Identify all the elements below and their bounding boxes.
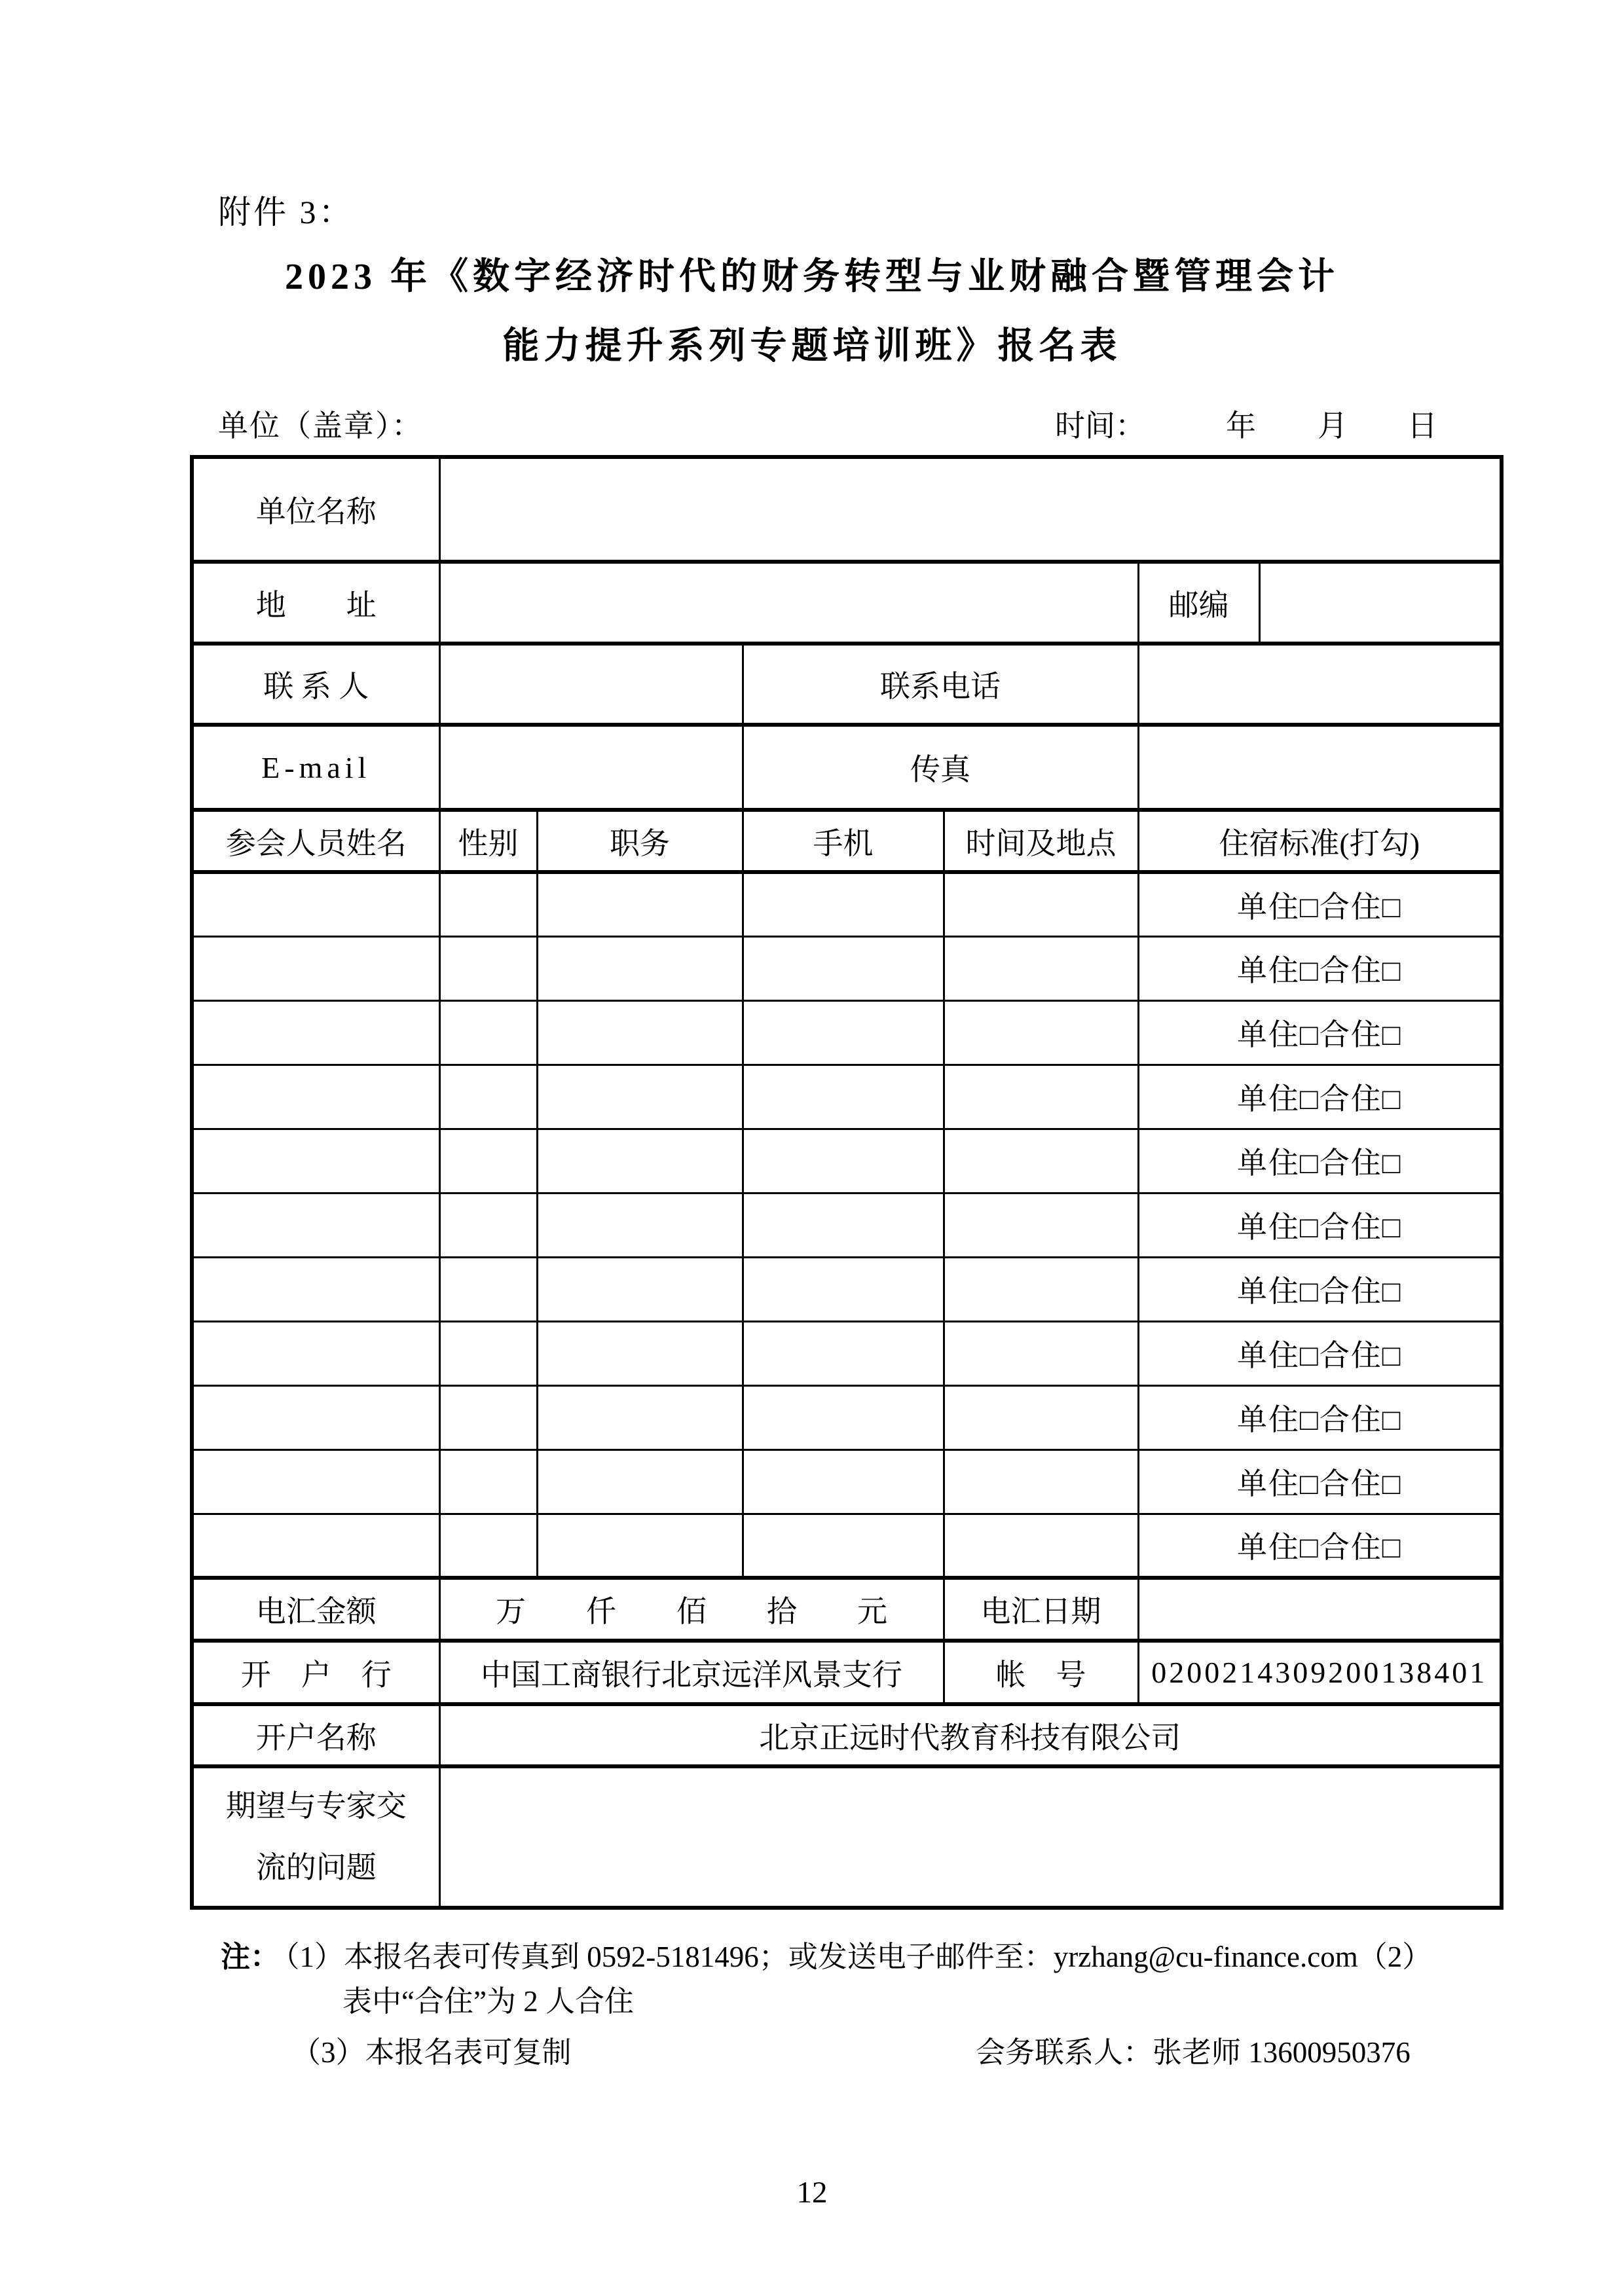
lodging-options: 单住□合住□ xyxy=(1138,1065,1502,1129)
remit-date-input-cell xyxy=(1138,1578,1502,1641)
header-time-place: 时间及地点 xyxy=(944,810,1138,872)
lodging-options: 单住□合住□ xyxy=(1138,1129,1502,1193)
bank-label: 开 户 行 xyxy=(192,1641,439,1704)
row-expectation xyxy=(192,1766,1502,1908)
participant-row-1 xyxy=(192,872,1502,936)
fax-input-cell xyxy=(1138,725,1502,810)
row-email xyxy=(192,725,1502,810)
month-label: 月 xyxy=(1318,409,1348,443)
account-name-value: 北京正远时代教育科技有限公司 xyxy=(439,1704,1502,1766)
address-label: 地 址 xyxy=(192,562,439,644)
row-bank xyxy=(192,1641,1502,1704)
account-label: 帐 号 xyxy=(944,1641,1138,1704)
lodging-options: 单住□合住□ xyxy=(1138,1193,1502,1257)
lodging-options: 单住□合住□ xyxy=(1138,872,1502,936)
row-contact xyxy=(192,644,1502,725)
participant-row-5 xyxy=(192,1129,1502,1193)
fax-label: 传真 xyxy=(743,725,1138,810)
lodging-options: 单住□合住□ xyxy=(1138,1257,1502,1321)
lodging-options: 单住□合住□ xyxy=(1138,1514,1502,1578)
email-input-cell xyxy=(439,725,743,810)
address-input-cell xyxy=(439,562,1138,644)
lodging-options: 单住□合住□ xyxy=(1138,1385,1502,1449)
expectation-input-cell xyxy=(439,1766,1502,1908)
page-number: 12 xyxy=(796,2176,828,2210)
email-label: E-mail xyxy=(192,725,439,810)
unit-name-input-cell xyxy=(439,457,1502,562)
expectation-label-line1: 期望与专家交 xyxy=(225,1789,407,1823)
remit-date-label: 电汇日期 xyxy=(944,1578,1138,1641)
participant-row-9 xyxy=(192,1385,1502,1449)
unit-name-label: 单位名称 xyxy=(192,457,439,562)
bank-name-value: 中国工商银行北京远洋风景支行 xyxy=(439,1641,944,1704)
time-label: 时间： xyxy=(1055,409,1145,443)
participant-header-row xyxy=(192,810,1502,872)
account-name-label: 开户名称 xyxy=(192,1704,439,1766)
unit-seal-label: 单位（盖章）： xyxy=(218,409,423,443)
contact-label: 联 系 人 xyxy=(192,644,439,725)
header-position: 职务 xyxy=(537,810,743,872)
row-address xyxy=(192,562,1502,644)
note-line-1 xyxy=(221,1933,1431,1975)
header-gender: 性别 xyxy=(439,810,537,872)
participant-row-8 xyxy=(192,1321,1502,1385)
header-lodging: 住宿标准(打勾) xyxy=(1138,810,1502,872)
note-line-3: （3）本报名表可复制 xyxy=(291,2036,572,2069)
note-1-text: （1）本报名表可传真到 0592-5181496；或发送电子邮件至：yrzhang@cu-finance.com（2） xyxy=(285,1941,1432,1973)
year-label: 年 xyxy=(1226,409,1256,443)
registration-table xyxy=(190,455,1504,1910)
note-line-2: 表中“合住”为 2 人合住 xyxy=(342,1985,634,2018)
expectation-label xyxy=(192,1766,439,1908)
contact-input-cell xyxy=(439,644,743,725)
participant-row-11 xyxy=(192,1514,1502,1578)
participant-row-3 xyxy=(192,1000,1502,1065)
conference-contact: 会务联系人：张老师 13600950376 xyxy=(976,2036,1411,2069)
participant-row-7 xyxy=(192,1257,1502,1321)
lodging-options: 单住□合住□ xyxy=(1138,936,1502,1000)
participant-row-4 xyxy=(192,1065,1502,1129)
participant-row-2 xyxy=(192,936,1502,1000)
participant-row-10 xyxy=(192,1449,1502,1514)
row-account-name xyxy=(192,1704,1502,1766)
participant-row-6 xyxy=(192,1193,1502,1257)
form-title-line2: 能力提升系列专题培训班》报名表 xyxy=(502,326,1122,367)
row-remittance xyxy=(192,1578,1502,1641)
account-number-value: 0200214309200138401 xyxy=(1138,1641,1502,1704)
expectation-label-line2: 流的问题 xyxy=(255,1851,377,1884)
remit-units: 万 仟 佰 拾 元 xyxy=(439,1578,944,1641)
header-mobile: 手机 xyxy=(743,810,944,872)
row-unit-name xyxy=(192,457,1502,562)
postal-label: 邮编 xyxy=(1138,562,1259,644)
lodging-options: 单住□合住□ xyxy=(1138,1000,1502,1065)
lodging-options: 单住□合住□ xyxy=(1138,1321,1502,1385)
form-title-line1: 2023 年《数字经济时代的财务转型与业财融合暨管理会计 xyxy=(285,257,1339,297)
remit-label: 电汇金额 xyxy=(192,1578,439,1641)
header-participant-name: 参会人员姓名 xyxy=(192,810,439,872)
lodging-options: 单住□合住□ xyxy=(1138,1449,1502,1514)
postal-input-cell xyxy=(1259,562,1502,644)
phone-input-cell xyxy=(1138,644,1502,725)
note-prefix: 注： xyxy=(221,1941,280,1973)
attachment-label: 附件 3： xyxy=(218,194,354,230)
day-label: 日 xyxy=(1407,409,1437,443)
phone-label: 联系电话 xyxy=(743,644,1138,725)
